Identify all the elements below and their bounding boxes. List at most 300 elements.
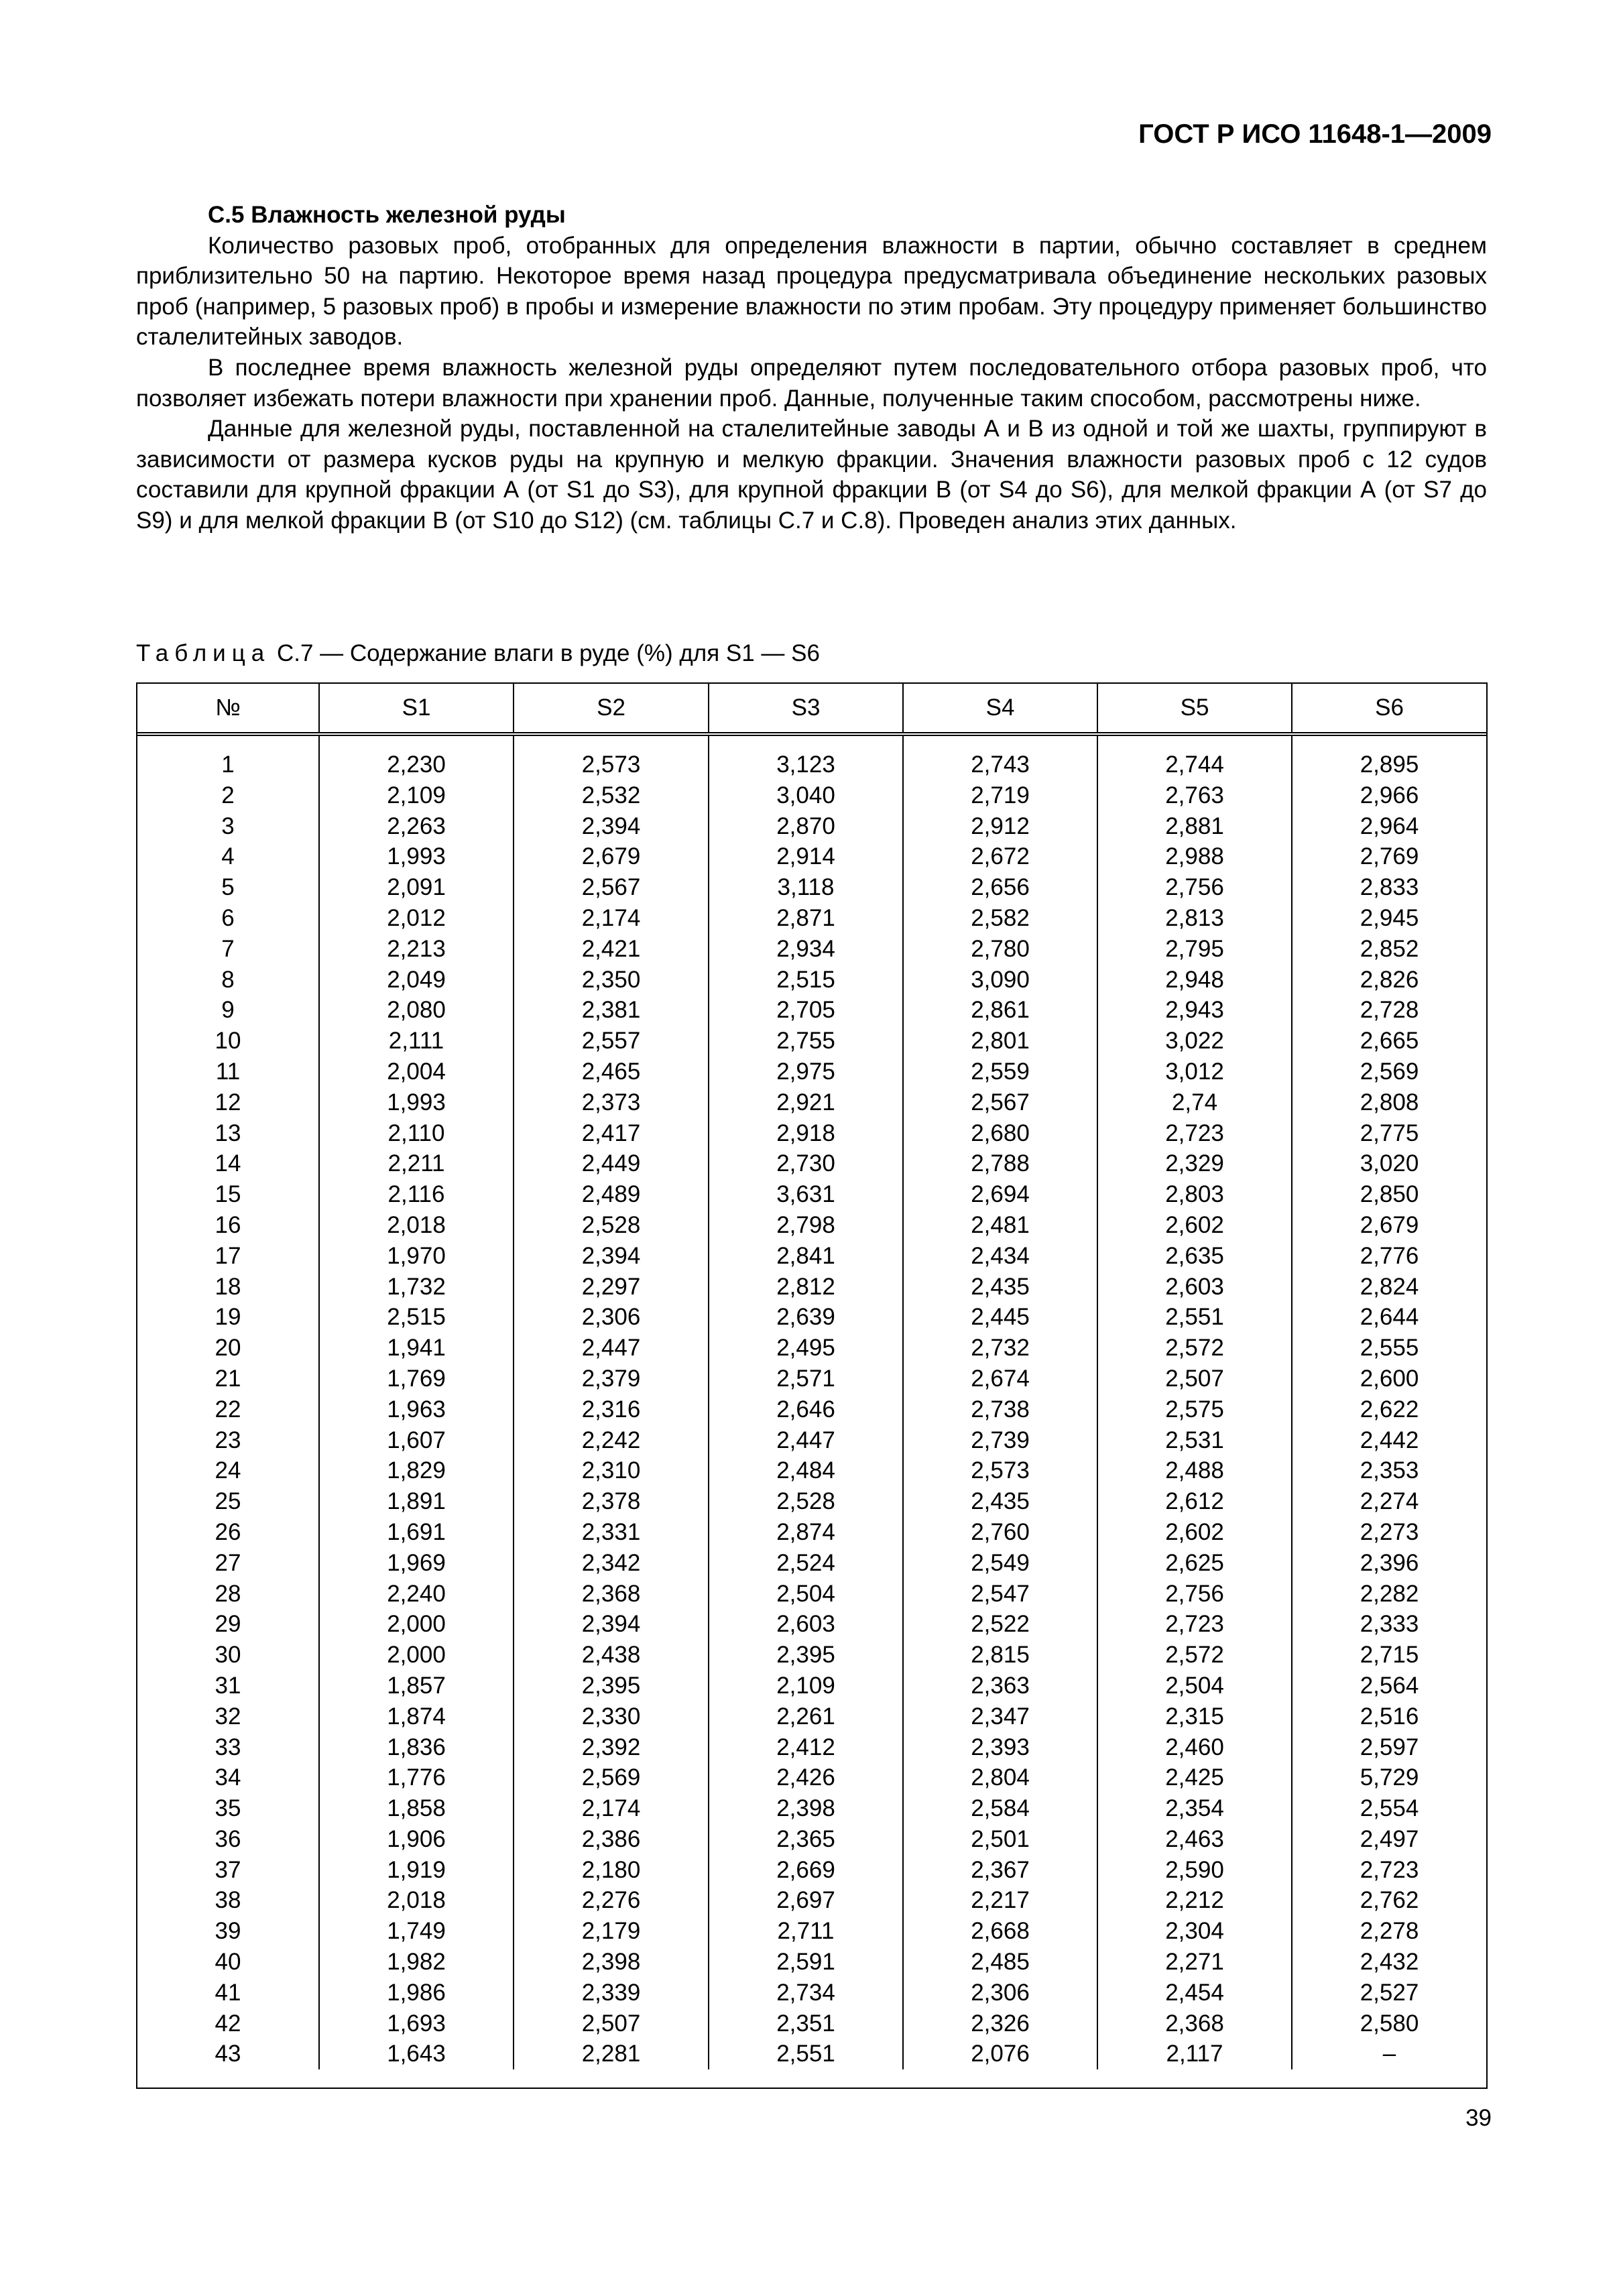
table-cell: 3,040 bbox=[709, 780, 903, 811]
table-cell: 2,273 bbox=[1292, 1517, 1486, 1548]
table-row bbox=[137, 2008, 1486, 2039]
table-cell: 2,211 bbox=[319, 1148, 514, 1179]
table-cell: 2,738 bbox=[903, 1394, 1097, 1425]
table-cell: 2,743 bbox=[903, 734, 1097, 780]
table-cell: 1,691 bbox=[319, 1517, 514, 1548]
table-cell: 2,590 bbox=[1097, 1855, 1292, 1886]
table-cell: 2,644 bbox=[1292, 1302, 1486, 1333]
table-cell: 19 bbox=[215, 1304, 241, 1331]
table-cell: 39 bbox=[215, 1918, 241, 1945]
table-cell: 2,813 bbox=[1097, 903, 1292, 934]
table-cell: 2,516 bbox=[1292, 1701, 1486, 1732]
table-cell: 2,988 bbox=[1097, 841, 1292, 872]
table-cell: 2,421 bbox=[514, 934, 709, 965]
table-row bbox=[137, 1855, 1486, 1886]
table-row bbox=[137, 1241, 1486, 1272]
table-row bbox=[137, 1148, 1486, 1179]
table-cell: 2,449 bbox=[514, 1148, 709, 1179]
paragraph-2: В последнее время влажность железной руды определяют путем последовательного отбора разовых проб, что позволяет избежать потери влажности при хранении проб. Данные, полученные таким способом, рассмотрены ниже. bbox=[136, 354, 1487, 412]
table-cell: 1,970 bbox=[319, 1241, 514, 1272]
table-cell: 2,881 bbox=[1097, 811, 1292, 842]
table-cell: 38 bbox=[215, 1887, 241, 1914]
table-cell: 2,824 bbox=[1292, 1272, 1486, 1303]
table-cell: 2,575 bbox=[1097, 1394, 1292, 1425]
table-cell: 8 bbox=[221, 966, 235, 993]
table-cell: 7 bbox=[221, 935, 235, 962]
column-header: S3 bbox=[709, 684, 903, 734]
table-row bbox=[137, 1732, 1486, 1763]
table-cell: 2,217 bbox=[903, 1885, 1097, 1916]
table-row bbox=[137, 1517, 1486, 1548]
table-cell: 2,386 bbox=[514, 1824, 709, 1855]
table-cell: 2,555 bbox=[1292, 1333, 1486, 1364]
table-cell: 2,276 bbox=[514, 1885, 709, 1916]
table-caption-title: С.7 — Содержание влаги в руде (%) для S1 — S6 bbox=[270, 640, 820, 666]
table-cell: 2,367 bbox=[903, 1855, 1097, 1886]
table-cell: 1,941 bbox=[319, 1333, 514, 1364]
table-cell: 2,580 bbox=[1292, 2008, 1486, 2039]
table-cell: 2,000 bbox=[319, 1640, 514, 1671]
table-cell: 30 bbox=[215, 1642, 241, 1669]
table-cell: 2,445 bbox=[903, 1302, 1097, 1333]
table-cell: 2,447 bbox=[709, 1425, 903, 1456]
table-cell: 2,975 bbox=[709, 1056, 903, 1087]
table-cell: 2,679 bbox=[514, 841, 709, 872]
table-cell: 2,795 bbox=[1097, 934, 1292, 965]
table-cell: 18 bbox=[215, 1273, 241, 1300]
column-header: S2 bbox=[514, 684, 709, 734]
table-cell: 2,076 bbox=[903, 2039, 1097, 2069]
table-cell: 3,118 bbox=[709, 872, 903, 903]
table-cell: 2,582 bbox=[903, 903, 1097, 934]
table-cell: 2,551 bbox=[1097, 1302, 1292, 1333]
table-cell: 2,798 bbox=[709, 1210, 903, 1241]
table-cell: 33 bbox=[215, 1734, 241, 1760]
table-cell: 2,522 bbox=[903, 1609, 1097, 1640]
table-cell: 2,080 bbox=[319, 995, 514, 1026]
table-cell: 2,326 bbox=[903, 2008, 1097, 2039]
table-cell: 2,507 bbox=[1097, 1364, 1292, 1394]
table-cell: 2,484 bbox=[709, 1455, 903, 1486]
table-cell: 2,591 bbox=[709, 1947, 903, 1978]
table-cell: 2,412 bbox=[709, 1732, 903, 1763]
table-cell: 2,801 bbox=[903, 1026, 1097, 1056]
table-cell: 2,213 bbox=[319, 934, 514, 965]
table-cell: 2,365 bbox=[709, 1824, 903, 1855]
column-header: S6 bbox=[1292, 684, 1486, 734]
table-cell: 17 bbox=[215, 1242, 241, 1269]
table-cell: 2,602 bbox=[1097, 1210, 1292, 1241]
table-cell: 2,739 bbox=[903, 1425, 1097, 1456]
table-cell: 5,729 bbox=[1292, 1762, 1486, 1793]
table-cell: 2,532 bbox=[514, 780, 709, 811]
table-cell: 2,435 bbox=[903, 1272, 1097, 1303]
table-row bbox=[137, 811, 1486, 842]
table-row bbox=[137, 734, 1486, 780]
table-cell: 2,597 bbox=[1292, 1732, 1486, 1763]
table-row bbox=[137, 2039, 1486, 2069]
table-row bbox=[137, 1579, 1486, 1610]
table-cell: 2,351 bbox=[709, 2008, 903, 2039]
table-cell: 2,744 bbox=[1097, 734, 1292, 780]
table-cell: 2,769 bbox=[1292, 841, 1486, 872]
table-row bbox=[137, 1762, 1486, 1793]
table-cell: 2,559 bbox=[903, 1056, 1097, 1087]
table-cell: 1 bbox=[221, 751, 235, 778]
table-cell: 2,732 bbox=[903, 1333, 1097, 1364]
table-cell: 2,694 bbox=[903, 1179, 1097, 1210]
table-cell: 2,109 bbox=[709, 1671, 903, 1701]
table-cell: 2,339 bbox=[514, 1978, 709, 2008]
table-cell: 2,426 bbox=[709, 1762, 903, 1793]
table-cell: 2,363 bbox=[903, 1671, 1097, 1701]
table-cell: 1,857 bbox=[319, 1671, 514, 1701]
table-cell: 2,310 bbox=[514, 1455, 709, 1486]
table-header-row bbox=[137, 684, 1486, 734]
table-cell: 2,495 bbox=[709, 1333, 903, 1364]
table-cell: 2,460 bbox=[1097, 1732, 1292, 1763]
section-c5 bbox=[136, 200, 1487, 536]
table-row bbox=[137, 903, 1486, 934]
table-cell: 2,342 bbox=[514, 1548, 709, 1579]
table-cell: 3,020 bbox=[1292, 1148, 1486, 1179]
table-row bbox=[137, 1824, 1486, 1855]
column-header: S5 bbox=[1097, 684, 1292, 734]
table-cell: 2,808 bbox=[1292, 1087, 1486, 1118]
table-cell: 1,982 bbox=[319, 1947, 514, 1978]
table-caption-label: Таблица bbox=[136, 640, 271, 666]
table-row bbox=[137, 1548, 1486, 1579]
table-cell: 4 bbox=[221, 843, 235, 870]
table-cell: 2,379 bbox=[514, 1364, 709, 1394]
table-row bbox=[137, 1056, 1486, 1087]
table-cell: 2,212 bbox=[1097, 1885, 1292, 1916]
table-cell: 2,306 bbox=[514, 1302, 709, 1333]
table-cell: 2,551 bbox=[709, 2039, 903, 2069]
paragraph-1: Количество разовых проб, отобранных для определения влажности в партии, обычно составляет в среднем приблизительно 50 на партию. Некоторое время назад процедура предусматривала объединение нескольких разовых проб (например, 5 разовых проб) в пробы и измерение влажности по этим пробам. Эту процедуру применяет большинство сталелитейных заводов. bbox=[136, 232, 1487, 351]
table-cell: 37 bbox=[215, 1856, 241, 1883]
table-cell: 2,719 bbox=[903, 780, 1097, 811]
table-cell: 2,398 bbox=[709, 1793, 903, 1824]
table-cell: 2,943 bbox=[1097, 995, 1292, 1026]
table-row bbox=[137, 1118, 1486, 1149]
table-cell: 2,330 bbox=[514, 1701, 709, 1732]
table-cell: 2,669 bbox=[709, 1855, 903, 1886]
table-cell: 2,861 bbox=[903, 995, 1097, 1026]
table-cell: 36 bbox=[215, 1825, 241, 1852]
table-cell: 2,395 bbox=[514, 1671, 709, 1701]
table-cell: 2,504 bbox=[1097, 1671, 1292, 1701]
table-cell: 2,393 bbox=[903, 1732, 1097, 1763]
table-cell: 2,230 bbox=[319, 734, 514, 780]
table-row bbox=[137, 1671, 1486, 1701]
table-row bbox=[137, 1425, 1486, 1456]
table-cell: 2,841 bbox=[709, 1241, 903, 1272]
table-cell: – bbox=[1292, 2039, 1486, 2069]
table-cell: 2,381 bbox=[514, 995, 709, 1026]
table-cell: 2,812 bbox=[709, 1272, 903, 1303]
table-cell: 2,432 bbox=[1292, 1947, 1486, 1978]
table-cell: 2,680 bbox=[903, 1118, 1097, 1149]
table-cell: 2,531 bbox=[1097, 1425, 1292, 1456]
column-header: S4 bbox=[903, 684, 1097, 734]
table-cell: 1,969 bbox=[319, 1548, 514, 1579]
table-row bbox=[137, 1916, 1486, 1947]
table-cell: 24 bbox=[215, 1457, 241, 1484]
table-cell: 15 bbox=[215, 1181, 241, 1208]
table-cell: 2,852 bbox=[1292, 934, 1486, 965]
table-row bbox=[137, 1455, 1486, 1486]
table-cell: 2,394 bbox=[514, 1609, 709, 1640]
table-cell: 2,515 bbox=[709, 965, 903, 995]
table-cell: 2,697 bbox=[709, 1885, 903, 1916]
table-cell: 2,763 bbox=[1097, 780, 1292, 811]
table-cell: 2,557 bbox=[514, 1026, 709, 1056]
table-cell: 2,524 bbox=[709, 1548, 903, 1579]
table-cell: 2,639 bbox=[709, 1302, 903, 1333]
table-row bbox=[137, 1701, 1486, 1732]
table-cell: 2,463 bbox=[1097, 1824, 1292, 1855]
table-cell: 41 bbox=[215, 1979, 241, 2006]
table-cell: 2,481 bbox=[903, 1210, 1097, 1241]
table-cell: 2,395 bbox=[709, 1640, 903, 1671]
table-cell: 2,762 bbox=[1292, 1885, 1486, 1916]
table-cell: 2,425 bbox=[1097, 1762, 1292, 1793]
table-cell: 2 bbox=[221, 782, 235, 808]
table-cell: 2,316 bbox=[514, 1394, 709, 1425]
table-cell: 9 bbox=[221, 997, 235, 1024]
table-row bbox=[137, 1947, 1486, 1978]
table-cell: 2,333 bbox=[1292, 1609, 1486, 1640]
table-cell: 2,679 bbox=[1292, 1210, 1486, 1241]
table-cell: 2,110 bbox=[319, 1118, 514, 1149]
table-cell: 2,573 bbox=[514, 734, 709, 780]
table-cell: 1,906 bbox=[319, 1824, 514, 1855]
table-cell: 2,278 bbox=[1292, 1916, 1486, 1947]
table-cell: 2,584 bbox=[903, 1793, 1097, 1824]
table-cell: 2,74 bbox=[1097, 1087, 1292, 1118]
table-cell: 1,776 bbox=[319, 1762, 514, 1793]
table-cell: 2,109 bbox=[319, 780, 514, 811]
table-cell: 2,018 bbox=[319, 1210, 514, 1241]
table-cell: 34 bbox=[215, 1764, 241, 1791]
table-cell: 21 bbox=[215, 1365, 241, 1392]
table-cell: 2,394 bbox=[514, 811, 709, 842]
table-cell: 3,090 bbox=[903, 965, 1097, 995]
table-cell: 2,826 bbox=[1292, 965, 1486, 995]
table-cell: 1,993 bbox=[319, 1087, 514, 1118]
page-number: 39 bbox=[1465, 2105, 1492, 2131]
table-cell: 31 bbox=[215, 1672, 241, 1699]
table-cell: 2,612 bbox=[1097, 1486, 1292, 1517]
table-cell: 2,000 bbox=[319, 1609, 514, 1640]
table-cell: 2,668 bbox=[903, 1916, 1097, 1947]
table-cell: 2,874 bbox=[709, 1517, 903, 1548]
table-cell: 1,963 bbox=[319, 1394, 514, 1425]
table-row bbox=[137, 1486, 1486, 1517]
table-cell: 28 bbox=[215, 1580, 241, 1607]
table-cell: 2,715 bbox=[1292, 1640, 1486, 1671]
table-cell: 2,331 bbox=[514, 1517, 709, 1548]
table-cell: 2,489 bbox=[514, 1179, 709, 1210]
table-cell: 32 bbox=[215, 1703, 241, 1730]
table-cell: 2,760 bbox=[903, 1517, 1097, 1548]
table-cell: 2,705 bbox=[709, 995, 903, 1026]
table-cell: 2,756 bbox=[1097, 872, 1292, 903]
table-cell: 1,607 bbox=[319, 1425, 514, 1456]
table-cell: 2,528 bbox=[709, 1486, 903, 1517]
table-cell: 2,398 bbox=[514, 1947, 709, 1978]
table-cell: 2,871 bbox=[709, 903, 903, 934]
table-cell: 2,091 bbox=[319, 872, 514, 903]
table-cell: 2,442 bbox=[1292, 1425, 1486, 1456]
table-cell: 2,815 bbox=[903, 1640, 1097, 1671]
table-cell: 2,635 bbox=[1097, 1241, 1292, 1272]
table-row bbox=[137, 1272, 1486, 1303]
table-cell: 2,378 bbox=[514, 1486, 709, 1517]
table-cell: 2,622 bbox=[1292, 1394, 1486, 1425]
table-cell: 2,914 bbox=[709, 841, 903, 872]
table-cell: 2,912 bbox=[903, 811, 1097, 842]
table-cell: 27 bbox=[215, 1549, 241, 1576]
table-cell: 2,485 bbox=[903, 1947, 1097, 1978]
table-cell: 23 bbox=[215, 1427, 241, 1453]
table-cell: 2,350 bbox=[514, 965, 709, 995]
table-cell: 2,564 bbox=[1292, 1671, 1486, 1701]
table-cell: 2,282 bbox=[1292, 1579, 1486, 1610]
table-cell: 2,515 bbox=[319, 1302, 514, 1333]
table-cell: 16 bbox=[215, 1211, 241, 1238]
table-cell: 1,986 bbox=[319, 1978, 514, 2008]
moisture-table bbox=[136, 682, 1488, 2089]
table-cell: 6 bbox=[221, 904, 235, 931]
table-cell: 2,755 bbox=[709, 1026, 903, 1056]
table-cell: 2,180 bbox=[514, 1855, 709, 1886]
table-cell: 2,569 bbox=[514, 1762, 709, 1793]
table-cell: 2,507 bbox=[514, 2008, 709, 2039]
table-cell: 1,643 bbox=[319, 2039, 514, 2069]
column-header: № bbox=[137, 684, 319, 734]
table-cell: 2,263 bbox=[319, 811, 514, 842]
table-cell: 20 bbox=[215, 1335, 241, 1362]
table-cell: 2,775 bbox=[1292, 1118, 1486, 1149]
column-header: S1 bbox=[319, 684, 514, 734]
table-cell: 1,993 bbox=[319, 841, 514, 872]
table-cell: 2,504 bbox=[709, 1579, 903, 1610]
table-cell: 2,788 bbox=[903, 1148, 1097, 1179]
table-cell: 2,723 bbox=[1097, 1118, 1292, 1149]
table-cell: 3,022 bbox=[1097, 1026, 1292, 1056]
table-cell: 2,447 bbox=[514, 1333, 709, 1364]
table-row bbox=[137, 780, 1486, 811]
table-cell: 2,728 bbox=[1292, 995, 1486, 1026]
table-cell: 2,554 bbox=[1292, 1793, 1486, 1824]
table-cell: 2,945 bbox=[1292, 903, 1486, 934]
table-cell: 2,780 bbox=[903, 934, 1097, 965]
table-row bbox=[137, 934, 1486, 965]
table-cell: 2,569 bbox=[1292, 1056, 1486, 1087]
table-cell: 2,528 bbox=[514, 1210, 709, 1241]
table-cell: 5 bbox=[221, 874, 235, 901]
table-cell: 2,111 bbox=[319, 1026, 514, 1056]
table-cell: 2,281 bbox=[514, 2039, 709, 2069]
table-cell: 2,354 bbox=[1097, 1793, 1292, 1824]
table-cell: 2,488 bbox=[1097, 1455, 1292, 1486]
table-cell: 43 bbox=[215, 2041, 241, 2067]
table-cell: 2,240 bbox=[319, 1579, 514, 1610]
table-cell: 1,769 bbox=[319, 1364, 514, 1394]
table-cell: 2,833 bbox=[1292, 872, 1486, 903]
table-row bbox=[137, 1087, 1486, 1118]
table-cell: 2,567 bbox=[514, 872, 709, 903]
table-cell: 2,527 bbox=[1292, 1978, 1486, 2008]
table-cell: 2,918 bbox=[709, 1118, 903, 1149]
table-cell: 2,711 bbox=[709, 1916, 903, 1947]
table-cell: 2,572 bbox=[1097, 1333, 1292, 1364]
table-cell: 2,756 bbox=[1097, 1579, 1292, 1610]
table-cell: 2,179 bbox=[514, 1916, 709, 1947]
table-cell: 2,625 bbox=[1097, 1548, 1292, 1579]
table-cell: 2,368 bbox=[1097, 2008, 1292, 2039]
table-cell: 2,012 bbox=[319, 903, 514, 934]
table-cell: 2,297 bbox=[514, 1272, 709, 1303]
table-cell: 2,368 bbox=[514, 1579, 709, 1610]
table-cell: 2,018 bbox=[319, 1885, 514, 1916]
table-cell: 2,435 bbox=[903, 1486, 1097, 1517]
table-cell: 2,434 bbox=[903, 1241, 1097, 1272]
table-cell: 2,573 bbox=[903, 1455, 1097, 1486]
table-cell: 2,600 bbox=[1292, 1364, 1486, 1394]
table-cell: 2,567 bbox=[903, 1087, 1097, 1118]
table-cell: 2,948 bbox=[1097, 965, 1292, 995]
table-row bbox=[137, 1179, 1486, 1210]
table-cell: 2,396 bbox=[1292, 1548, 1486, 1579]
table-cell: 2,049 bbox=[319, 965, 514, 995]
table-cell: 2,347 bbox=[903, 1701, 1097, 1732]
table-cell: 2,174 bbox=[514, 903, 709, 934]
table-cell: 2,329 bbox=[1097, 1148, 1292, 1179]
table-cell: 2,304 bbox=[1097, 1916, 1292, 1947]
table-cell: 2,174 bbox=[514, 1793, 709, 1824]
table-cell: 25 bbox=[215, 1488, 241, 1515]
table-row bbox=[137, 965, 1486, 995]
table-cell: 2,934 bbox=[709, 934, 903, 965]
table-cell: 2,730 bbox=[709, 1148, 903, 1179]
table-cell: 3,631 bbox=[709, 1179, 903, 1210]
table-cell: 1,874 bbox=[319, 1701, 514, 1732]
table-cell: 2,394 bbox=[514, 1241, 709, 1272]
document-id-header: ГОСТ Р ИСО 11648-1—2009 bbox=[1138, 119, 1492, 149]
table-cell: 2,870 bbox=[709, 811, 903, 842]
table-cell: 2,315 bbox=[1097, 1701, 1292, 1732]
table-cell: 2,549 bbox=[903, 1548, 1097, 1579]
table-cell: 29 bbox=[215, 1611, 241, 1638]
table-row bbox=[137, 1793, 1486, 1824]
table-cell: 12 bbox=[215, 1089, 241, 1115]
table-cell: 1,891 bbox=[319, 1486, 514, 1517]
table-cell: 22 bbox=[215, 1396, 241, 1423]
table-cell: 2,603 bbox=[709, 1609, 903, 1640]
table-cell: 10 bbox=[215, 1028, 241, 1054]
table-cell: 2,465 bbox=[514, 1056, 709, 1087]
table-cell: 2,895 bbox=[1292, 734, 1486, 780]
table-cell: 2,850 bbox=[1292, 1179, 1486, 1210]
table-cell: 1,749 bbox=[319, 1916, 514, 1947]
table-row bbox=[137, 1609, 1486, 1640]
table-cell: 1,919 bbox=[319, 1855, 514, 1886]
table-cell: 35 bbox=[215, 1795, 241, 1822]
table-row bbox=[137, 1364, 1486, 1394]
